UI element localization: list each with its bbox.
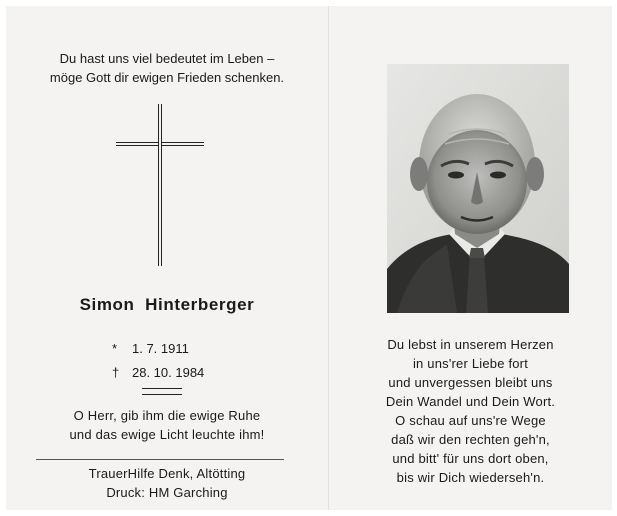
poem-line: und bitt' für uns dort oben, — [392, 451, 549, 466]
intro-text — [6, 49, 328, 87]
credits-text — [6, 464, 328, 502]
left-panel — [6, 6, 328, 510]
deceased-name: Simon Hinterberger — [79, 295, 255, 314]
birth-row — [112, 337, 204, 361]
credits-line: Druck: HM Garching — [106, 485, 228, 500]
poem-text — [329, 335, 612, 487]
prayer-text — [6, 406, 328, 444]
prayer-line: und das ewige Licht leuchte ihm! — [69, 427, 265, 442]
death-row — [112, 361, 204, 385]
cross-icon — [158, 104, 162, 266]
intro-line: Du hast uns viel bedeutet im Leben – — [59, 51, 275, 66]
intro-line: möge Gott dir ewigen Frieden schenken. — [49, 70, 285, 85]
prayer-line: O Herr, gib ihm die ewige Ruhe — [73, 408, 261, 423]
poem-line: bis wir Dich wiederseh'n. — [396, 470, 545, 485]
portrait-image — [387, 64, 569, 313]
memorial-card — [6, 6, 612, 510]
poem-line: in uns'rer Liebe fort — [412, 356, 529, 371]
poem-line: und unvergessen bleibt uns — [388, 375, 553, 390]
poem-line: Dein Wandel und Dein Wort. — [385, 394, 556, 409]
birth-date: 1. 7. 1911 — [132, 341, 189, 356]
death-cross-icon: † — [112, 365, 120, 380]
death-date: 28. 10. 1984 — [132, 365, 205, 380]
double-rule-divider — [142, 388, 182, 395]
poem-stanza — [329, 411, 612, 487]
poem-line: O schau auf uns're Wege — [395, 413, 546, 428]
portrait-photo — [387, 64, 569, 313]
birth-star-icon: * — [112, 341, 118, 356]
credits-divider — [36, 459, 284, 460]
poem-line: Du lebst in unserem Herzen — [387, 337, 554, 352]
life-dates — [112, 337, 204, 385]
credits-line: TrauerHilfe Denk, Altötting — [88, 466, 246, 481]
poem-line: daß wir den rechten geh'n, — [391, 432, 550, 447]
poem-stanza — [329, 335, 612, 411]
